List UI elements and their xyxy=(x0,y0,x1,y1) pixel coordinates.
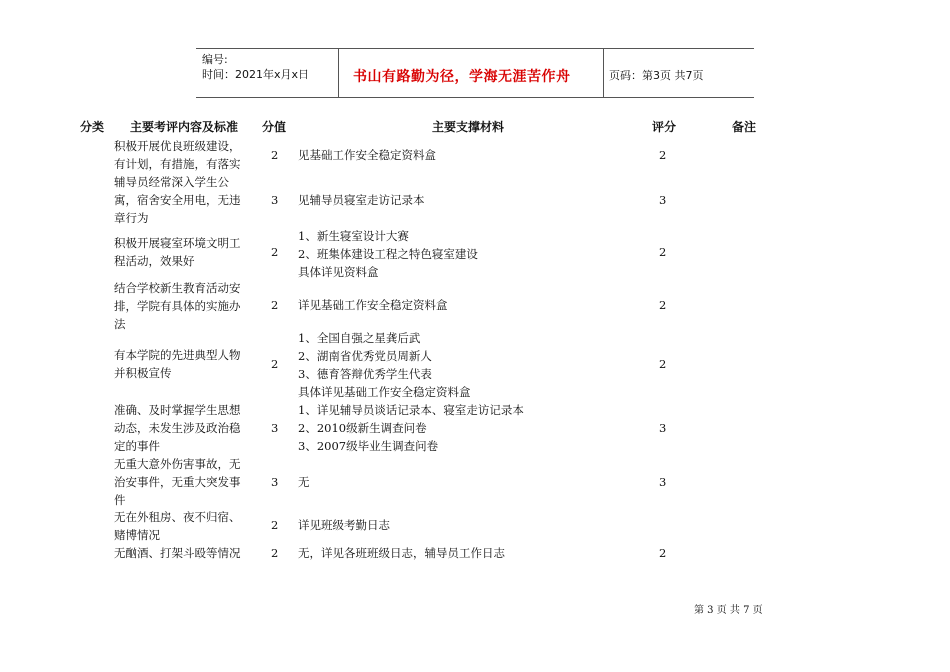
cell-content xyxy=(114,544,254,562)
cell-materials-line: 详见班级考勤日志 xyxy=(298,517,390,532)
cell-content-line: 无酗酒、打架斗殴等情况 xyxy=(114,546,241,560)
cell-score: 2 xyxy=(271,245,279,259)
cell-content xyxy=(114,455,254,509)
cell-materials-line: 具体详见基础工作安全稳定资料盒 xyxy=(298,385,471,399)
cell-content xyxy=(114,401,254,455)
cell-materials-line: 无 xyxy=(298,474,310,489)
header-divider xyxy=(338,49,339,97)
cell-materials-line: 2、2010级新生调查问卷 xyxy=(298,420,427,435)
cell-rating: 2 xyxy=(659,298,667,312)
column-header-materials: 主要支撑材料 xyxy=(432,120,505,134)
cell-materials-line: 3、2007级毕业生调查问卷 xyxy=(298,438,439,453)
column-header-remarks: 备注 xyxy=(732,120,757,134)
cell-rating: 2 xyxy=(659,245,667,259)
cell-score: 2 xyxy=(271,298,279,312)
cell-materials xyxy=(298,544,598,562)
cell-content-line: 章行为 xyxy=(114,210,149,225)
cell-materials-line: 见辅导员寝室走访记录本 xyxy=(298,192,425,207)
cell-content-line: 寓，宿舍安全用电，无违 xyxy=(114,192,241,207)
cell-rating: 3 xyxy=(659,192,667,207)
cell-rating: 2 xyxy=(659,148,667,162)
cell-materials xyxy=(298,401,598,455)
column-header-score: 分值 xyxy=(262,120,287,134)
column-header-content: 主要考评内容及标准 xyxy=(130,120,239,134)
cell-rating: 3 xyxy=(659,420,667,435)
cell-content-line: 并积极宣传 xyxy=(114,366,172,380)
page-header xyxy=(196,48,754,98)
column-header-category: 分类 xyxy=(80,120,105,134)
cell-content-line: 积极开展寝室环境文明工 xyxy=(114,236,241,250)
header-page-label: 页码：第3页 共7页 xyxy=(609,69,704,82)
cell-content-line: 动态，未发生涉及政治稳 xyxy=(114,420,241,435)
cell-content xyxy=(114,173,254,227)
cell-materials xyxy=(298,296,598,314)
column-header-rating: 评分 xyxy=(652,120,677,134)
page-footer: 第 3 页 共 7 页 xyxy=(694,605,763,616)
cell-content-line: 辅导员经常深入学生公 xyxy=(114,174,229,189)
cell-score: 3 xyxy=(271,474,279,489)
cell-materials-line: 详见基础工作安全稳定资料盒 xyxy=(298,298,448,312)
cell-materials-line: 1、详见辅导员谈话记录本、寝室走访记录本 xyxy=(298,402,524,417)
cell-score: 2 xyxy=(271,546,279,560)
cell-content-line: 排，学院有具体的实施办 xyxy=(114,299,241,313)
cell-materials-line: 见基础工作安全稳定资料盒 xyxy=(298,148,436,162)
cell-content-line: 结合学校新生教育活动安 xyxy=(114,281,241,295)
cell-materials xyxy=(298,227,598,281)
cell-content-line: 有计划，有措施，有落实 xyxy=(114,157,241,171)
cell-materials-line: 1、新生寝室设计大赛 xyxy=(298,229,409,243)
cell-score: 2 xyxy=(271,357,279,371)
cell-score: 3 xyxy=(271,420,279,435)
cell-content-line: 有本学院的先进典型人物 xyxy=(114,348,241,362)
cell-materials-line: 2、湖南省优秀党员周新人 xyxy=(298,349,432,363)
cell-content-line: 件 xyxy=(114,493,126,507)
cell-content xyxy=(114,508,254,544)
cell-materials-line: 无，详见各班班级日志，辅导员工作日志 xyxy=(298,546,505,560)
cell-content-line: 程活动，效果好 xyxy=(114,254,195,268)
cell-content-line: 准确、及时掌握学生思想 xyxy=(114,402,241,417)
cell-content-line: 无在外租房、夜不归宿、 xyxy=(114,510,241,524)
cell-score: 3 xyxy=(271,192,279,207)
cell-content-line: 法 xyxy=(114,317,126,331)
cell-score: 2 xyxy=(271,517,279,532)
cell-rating: 3 xyxy=(659,474,667,489)
cell-materials xyxy=(298,191,598,209)
cell-content xyxy=(114,234,254,270)
cell-materials-line: 1、全国自强之星龚后武 xyxy=(298,331,421,345)
cell-content-line: 无重大意外伤害事故，无 xyxy=(114,457,241,471)
cell-materials xyxy=(298,329,598,401)
header-motto: 书山有路勤为径，学海无涯苦作舟 xyxy=(353,69,571,85)
cell-materials xyxy=(298,146,598,164)
header-meta xyxy=(196,49,338,97)
cell-materials xyxy=(298,516,598,534)
cell-content xyxy=(114,279,254,333)
cell-score: 2 xyxy=(271,148,279,162)
document-number-label: 编号: xyxy=(202,53,228,66)
cell-materials-line: 具体详见资料盒 xyxy=(298,265,379,279)
document-time-label: 时间：2021年x月x日 xyxy=(202,68,310,81)
cell-materials xyxy=(298,473,598,491)
cell-materials-line: 3、德育答辩优秀学生代表 xyxy=(298,367,432,381)
cell-content-line: 治安事件，无重大突发事 xyxy=(114,475,241,489)
cell-content xyxy=(114,346,254,382)
cell-rating: 2 xyxy=(659,357,667,371)
cell-rating: 2 xyxy=(659,546,667,560)
header-divider xyxy=(603,49,604,97)
cell-content xyxy=(114,137,254,173)
cell-materials-line: 2、班集体建设工程之特色寝室建设 xyxy=(298,247,478,261)
cell-content-line: 定的事件 xyxy=(114,438,160,453)
cell-content-line: 积极开展优良班级建设， xyxy=(114,139,241,153)
cell-content-line: 赌博情况 xyxy=(114,528,160,542)
